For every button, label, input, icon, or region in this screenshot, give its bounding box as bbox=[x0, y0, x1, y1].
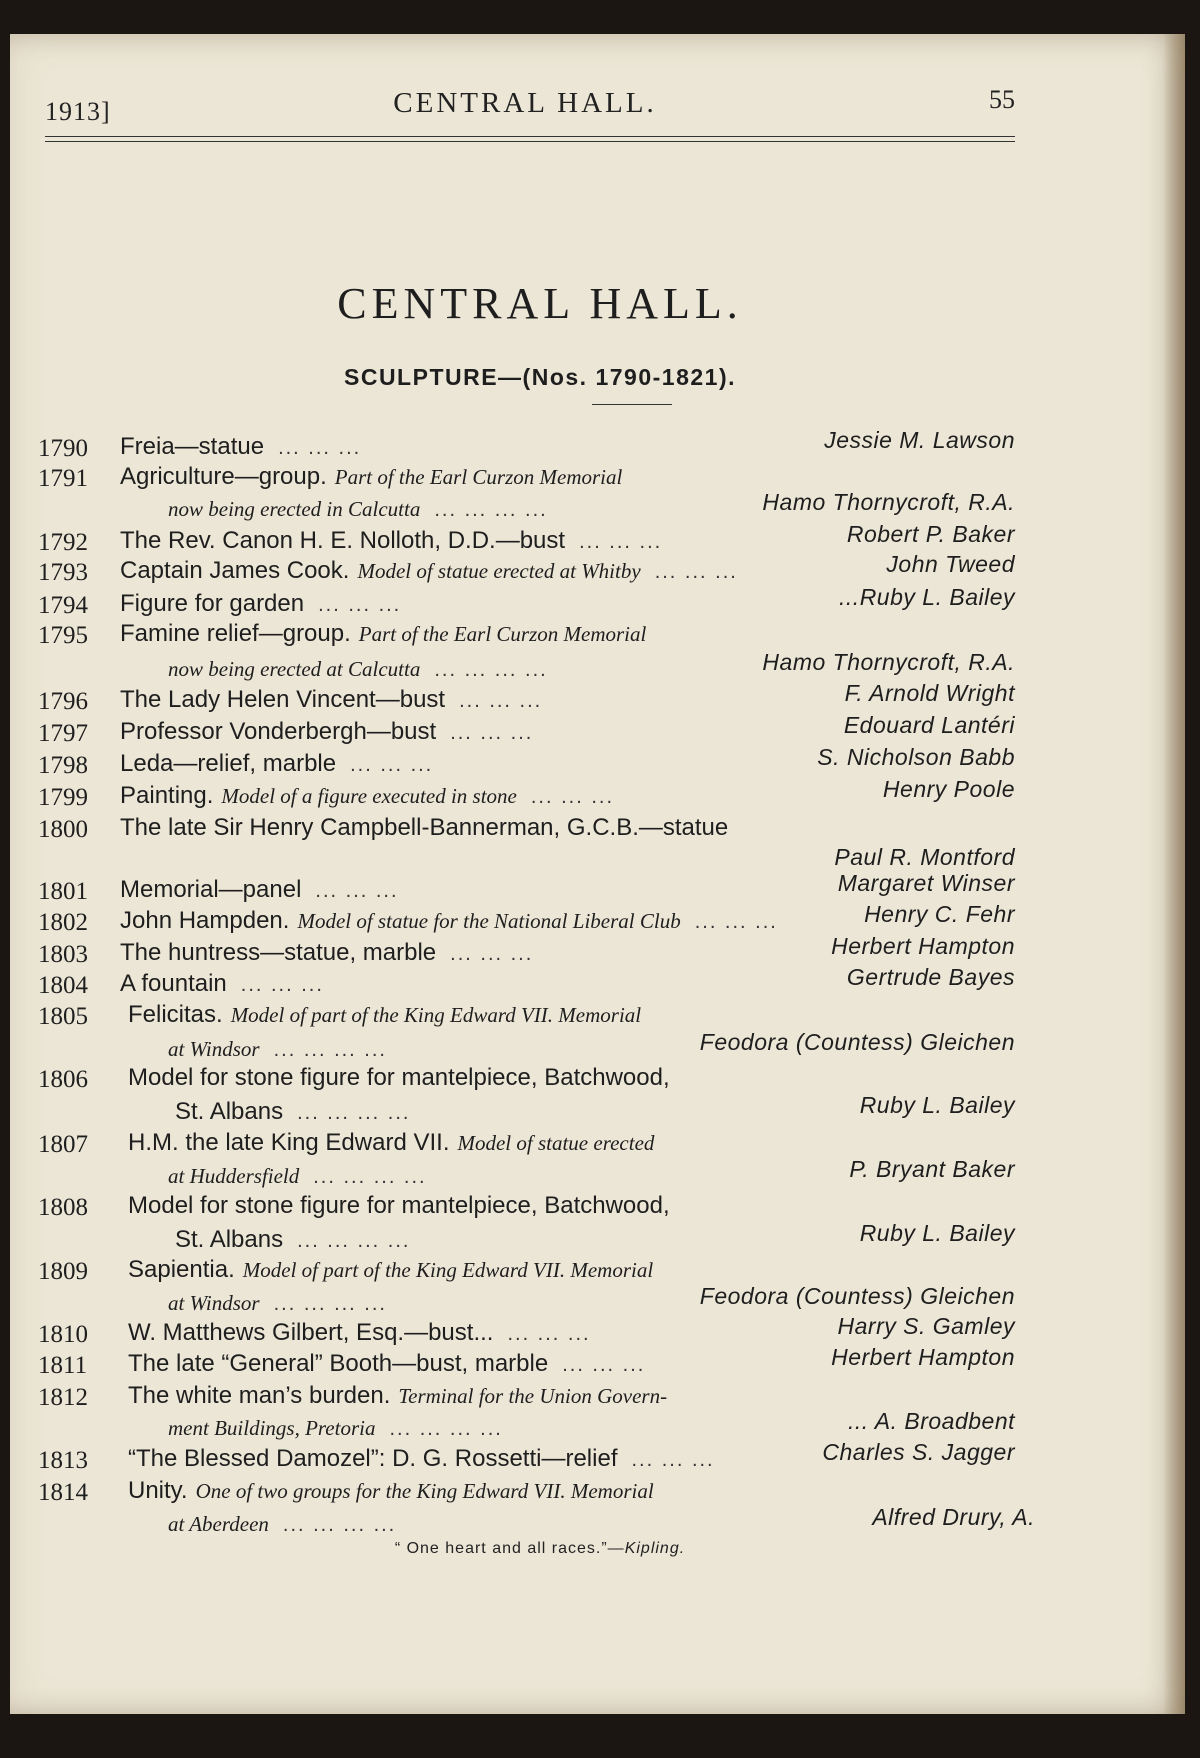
entry-line bbox=[120, 939, 533, 967]
entry-artist: Henry Poole bbox=[882, 776, 1015, 802]
entry-title: Professor Vonderbergh—bust bbox=[120, 718, 437, 745]
entry-note-continued: now being erected in Calcutta bbox=[168, 497, 421, 521]
entry-number: 1812 bbox=[38, 1384, 88, 1411]
epigraph-text: “ One heart and all races.”— bbox=[394, 1540, 625, 1557]
entry-continuation bbox=[168, 1162, 427, 1190]
entry-artist: Ruby L. Bailey bbox=[859, 1220, 1015, 1246]
entry-artist: ...Ruby L. Bailey bbox=[839, 584, 1015, 610]
entry-number: 1797 bbox=[38, 720, 88, 747]
entry-note: Terminal for the Union Govern- bbox=[398, 1384, 668, 1408]
entry-number: 1810 bbox=[38, 1321, 88, 1348]
entry-continuation bbox=[168, 1289, 387, 1317]
entry-artist: Herbert Hampton bbox=[831, 1344, 1015, 1370]
entry-line bbox=[128, 1477, 654, 1505]
leader-dots: ... ... ... bbox=[507, 1323, 591, 1345]
entry-artist: Hamo Thornycroft, R.A. bbox=[762, 649, 1015, 675]
entry-artist: Gertrude Bayes bbox=[846, 964, 1015, 990]
entry-continuation bbox=[168, 1414, 503, 1442]
entry-note-continued: at Aberdeen bbox=[168, 1512, 269, 1536]
page-number: 55 bbox=[989, 85, 1015, 114]
entry-title: The late “General” Booth—bust, marble bbox=[128, 1350, 549, 1377]
entry-line bbox=[128, 1001, 641, 1029]
entry-number: 1801 bbox=[38, 878, 88, 905]
entry-number: 1804 bbox=[38, 972, 88, 999]
entry-note: Model of statue erected bbox=[457, 1131, 655, 1155]
entry-title: The Lady Helen Vincent—bust bbox=[120, 686, 446, 713]
entry-number: 1802 bbox=[38, 909, 88, 936]
leader-dots: ... ... ... bbox=[240, 974, 324, 996]
entry-line bbox=[120, 750, 433, 778]
entry-note-continued: now being erected at Calcutta bbox=[168, 657, 421, 681]
entry-line bbox=[120, 527, 662, 555]
entry-line bbox=[128, 1319, 591, 1347]
entry-line bbox=[120, 814, 728, 842]
entry-artist: John Tweed bbox=[886, 551, 1015, 577]
section-subtitle: SCULPTURE—(Nos. 1790-1821). bbox=[344, 364, 736, 390]
entry-number: 1792 bbox=[38, 529, 88, 556]
entry-line bbox=[120, 620, 646, 648]
entry-artist: Ruby L. Bailey bbox=[859, 1092, 1015, 1118]
entry-title: Memorial—panel bbox=[120, 876, 302, 903]
entry-title: Painting. bbox=[120, 782, 214, 809]
entry-line bbox=[128, 1350, 645, 1378]
entry-number: 1796 bbox=[38, 688, 88, 715]
entry-artist: Alfred Drury, A. bbox=[872, 1504, 1035, 1530]
epigraph bbox=[0, 1540, 1080, 1558]
entry-artist: Harry S. Gamley bbox=[837, 1313, 1015, 1339]
entry-line bbox=[120, 686, 542, 714]
entry-line bbox=[128, 1129, 654, 1157]
running-head-title: CENTRAL HALL. bbox=[393, 87, 657, 119]
entry-artist: Herbert Hampton bbox=[831, 933, 1015, 959]
entry-artist: Feodora (Countess) Gleichen bbox=[699, 1029, 1015, 1055]
entry-title: Unity. bbox=[128, 1477, 188, 1504]
entry-number: 1805 bbox=[38, 1003, 88, 1030]
entry-artist: Charles S. Jagger bbox=[822, 1439, 1015, 1465]
entry-note-continued: at Windsor bbox=[168, 1291, 260, 1315]
entry-number: 1808 bbox=[38, 1194, 88, 1221]
entry-continuation bbox=[168, 495, 548, 523]
page-title: CENTRAL HALL. bbox=[337, 279, 743, 328]
leader-dots: ... ... ... ... bbox=[297, 1102, 411, 1124]
entry-note: Model of part of the King Edward VII. Memorial bbox=[242, 1258, 654, 1282]
entry-artist: S. Nicholson Babb bbox=[817, 744, 1015, 770]
entry-number: 1791 bbox=[38, 465, 88, 492]
entry-title: The huntress—statue, marble bbox=[120, 939, 437, 966]
entry-title: Felicitas. bbox=[128, 1001, 223, 1028]
entry-number: 1794 bbox=[38, 592, 88, 619]
leader-dots: ... ... ... bbox=[694, 911, 778, 933]
leader-dots: ... ... ... ... bbox=[282, 1514, 397, 1536]
leader-dots: ... ... ... ... bbox=[313, 1166, 427, 1188]
entry-title: Model for stone figure for mantelpiece, Batchwood, bbox=[128, 1064, 670, 1091]
entry-title: Captain James Cook. bbox=[120, 557, 350, 584]
leader-dots: ... ... ... bbox=[562, 1354, 646, 1376]
entry-continuation bbox=[175, 1226, 410, 1254]
leader-dots: ... ... ... bbox=[530, 786, 614, 808]
leader-dots: ... ... ... bbox=[315, 880, 399, 902]
entry-title: Figure for garden bbox=[120, 590, 305, 617]
entry-number: 1809 bbox=[38, 1258, 88, 1285]
epigraph-attribution: Kipling. bbox=[624, 1540, 686, 1557]
entry-title: The white man’s burden. bbox=[128, 1382, 391, 1409]
entry-line bbox=[120, 463, 622, 491]
entry-number: 1800 bbox=[38, 816, 88, 843]
entry-number: 1807 bbox=[38, 1131, 88, 1158]
entry-line bbox=[128, 1382, 667, 1410]
entry-title-continued: St. Albans bbox=[175, 1098, 284, 1125]
entry-number: 1806 bbox=[38, 1066, 88, 1093]
entry-note: Model of statue for the National Liberal Club bbox=[297, 909, 681, 933]
entry-artist: Edouard Lantéri bbox=[843, 712, 1015, 738]
entry-artist: Robert P. Baker bbox=[846, 521, 1015, 547]
entry-artist: ... A. Broadbent bbox=[848, 1408, 1015, 1434]
entry-number: 1813 bbox=[38, 1447, 88, 1474]
running-head-year: 1913] bbox=[45, 97, 111, 126]
entry-line bbox=[120, 718, 533, 746]
entry-artist: Jessie M. Lawson bbox=[824, 427, 1015, 453]
entry-line bbox=[128, 1445, 715, 1473]
entry-artist: Margaret Winser bbox=[837, 870, 1015, 896]
entry-note-continued: ment Buildings, Pretoria bbox=[168, 1416, 376, 1440]
entry-number: 1790 bbox=[38, 435, 88, 462]
leader-dots: ... ... ... bbox=[350, 754, 434, 776]
entry-title: A fountain bbox=[120, 970, 227, 997]
leader-dots: ... ... ... bbox=[318, 594, 402, 616]
entry-title: “The Blessed Damozel”: D. G. Rossetti—relief bbox=[128, 1445, 618, 1472]
leader-dots: ... ... ... ... bbox=[389, 1418, 503, 1440]
entry-title: H.M. the late King Edward VII. bbox=[128, 1129, 450, 1156]
leader-dots: ... ... ... bbox=[278, 437, 362, 459]
entry-note: Model of statue erected at Whitby bbox=[357, 559, 641, 583]
entry-artist: F. Arnold Wright bbox=[844, 680, 1015, 706]
entry-number: 1795 bbox=[38, 622, 88, 649]
entry-note: Part of the Earl Curzon Memorial bbox=[358, 622, 647, 646]
entry-note: Part of the Earl Curzon Memorial bbox=[334, 465, 623, 489]
entry-continuation bbox=[168, 1035, 387, 1063]
entry-title-continued: St. Albans bbox=[175, 1226, 284, 1253]
entry-title: Sapientia. bbox=[128, 1256, 235, 1283]
entry-artist: P. Bryant Baker bbox=[849, 1156, 1015, 1182]
entry-line bbox=[120, 970, 324, 998]
leader-dots: ... ... ... bbox=[631, 1449, 715, 1471]
entry-continuation bbox=[168, 655, 548, 683]
entry-number: 1811 bbox=[38, 1352, 88, 1379]
entry-title: Freia—statue bbox=[120, 433, 265, 460]
entry-line bbox=[120, 782, 614, 810]
entry-continuation bbox=[175, 1098, 410, 1126]
entry-title: W. Matthews Gilbert, Esq.—bust... bbox=[128, 1319, 494, 1346]
leader-dots: ... ... ... bbox=[579, 531, 663, 553]
entry-title: Agriculture—group. bbox=[120, 463, 327, 490]
entry-title: The Rev. Canon H. E. Nolloth, D.D.—bust bbox=[120, 527, 566, 554]
entry-number: 1814 bbox=[38, 1479, 88, 1506]
leader-dots: ... ... ... ... bbox=[297, 1230, 411, 1252]
entry-note: Model of part of the King Edward VII. Memorial bbox=[230, 1003, 642, 1027]
entry-line bbox=[128, 1064, 670, 1092]
leader-dots: ... ... ... ... bbox=[434, 659, 548, 681]
entry-title: The late Sir Henry Campbell-Bannerman, G.C.B.—statue bbox=[120, 814, 729, 841]
entry-line bbox=[120, 433, 361, 461]
entry-number: 1799 bbox=[38, 784, 88, 811]
entry-number: 1793 bbox=[38, 559, 88, 586]
leader-dots: ... ... ... ... bbox=[434, 499, 548, 521]
leader-dots: ... ... ... ... bbox=[273, 1039, 387, 1061]
leader-dots: ... ... ... bbox=[459, 690, 543, 712]
leader-dots: ... ... ... bbox=[450, 722, 534, 744]
entry-title: John Hampden. bbox=[120, 907, 290, 934]
entry-number: 1798 bbox=[38, 752, 88, 779]
entry-note-continued: at Huddersfield bbox=[168, 1164, 300, 1188]
entry-artist: Henry C. Fehr bbox=[864, 901, 1015, 927]
entry-line bbox=[120, 907, 778, 935]
entry-line bbox=[128, 1192, 670, 1220]
leader-dots: ... ... ... bbox=[654, 561, 738, 583]
entry-line bbox=[120, 557, 738, 585]
entry-artist: Paul R. Montford bbox=[834, 844, 1015, 870]
entry-continuation bbox=[168, 1510, 396, 1538]
entry-line bbox=[120, 876, 399, 904]
entry-title: Famine relief—group. bbox=[120, 620, 351, 647]
entry-line bbox=[128, 1256, 653, 1284]
leader-dots: ... ... ... bbox=[450, 943, 534, 965]
entry-note: One of two groups for the King Edward VII. Memorial bbox=[195, 1479, 654, 1503]
entry-title: Model for stone figure for mantelpiece, Batchwood, bbox=[128, 1192, 670, 1219]
entry-note-continued: at Windsor bbox=[168, 1037, 260, 1061]
leader-dots: ... ... ... ... bbox=[273, 1293, 387, 1315]
entry-title: Leda—relief, marble bbox=[120, 750, 337, 777]
entry-note: Model of a figure executed in stone bbox=[221, 784, 517, 808]
entry-number: 1803 bbox=[38, 941, 88, 968]
entry-artist: Hamo Thornycroft, R.A. bbox=[762, 489, 1015, 515]
entry-artist: Feodora (Countess) Gleichen bbox=[699, 1283, 1015, 1309]
entry-line bbox=[120, 590, 401, 618]
